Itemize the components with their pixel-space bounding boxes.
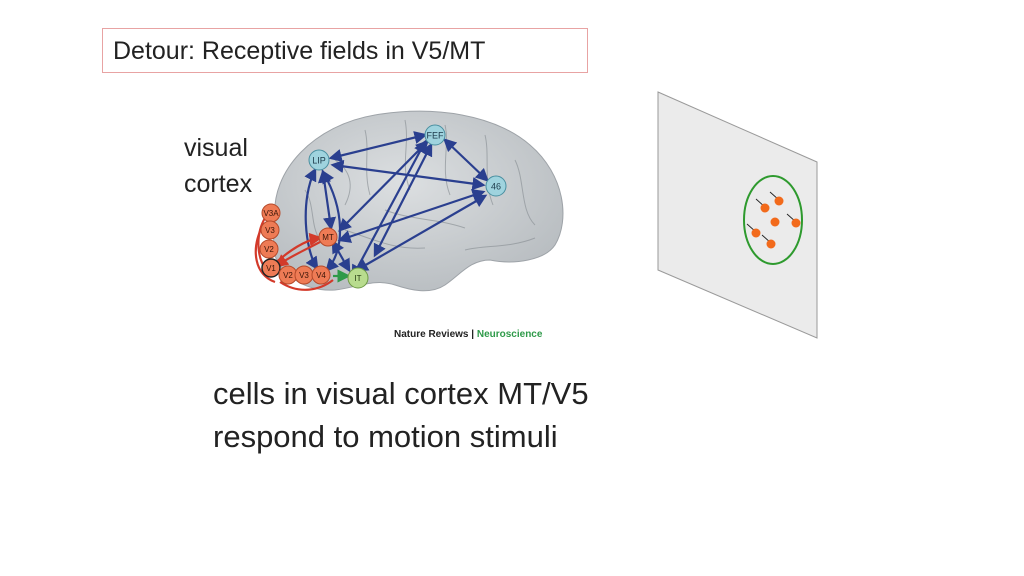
area-node-v2: [260, 240, 278, 258]
area-node-v4: [312, 266, 330, 284]
visual-cortex-label-line-2: cortex: [184, 170, 253, 198]
area-label-v4: V4: [316, 271, 326, 280]
motion-dot: [761, 204, 770, 213]
motion-dot: [752, 229, 761, 238]
motion-dot: [771, 218, 780, 227]
area-node-v3a: [262, 204, 280, 222]
slide-title: Detour: Receptive fields in V5/MT: [102, 28, 588, 73]
caption-line-1: cells in visual cortex MT/V5: [213, 376, 589, 411]
area-label-v3: V3: [265, 226, 275, 235]
area-node-v3-ventral: [295, 266, 313, 284]
motion-stimulus-display: [655, 90, 820, 340]
area-label-v1: V1: [266, 264, 276, 273]
area-label-v3a: V3A: [263, 209, 279, 218]
visual-cortex-label: [184, 130, 252, 202]
area-node-46: [486, 176, 506, 196]
area-node-v1: [262, 259, 280, 277]
stimulus-screen: [655, 90, 820, 340]
visual-cortex-label-line-1: visual: [184, 134, 248, 162]
caption-line-2: respond to motion stimuli: [213, 419, 558, 454]
area-node-v3: [261, 221, 279, 239]
brain-pathway-figure: [245, 100, 575, 350]
motion-dot: [775, 197, 784, 206]
area-node-fef: [425, 125, 445, 145]
area-label-fef: FEF: [426, 130, 444, 141]
brain-diagram: [245, 100, 575, 350]
area-label-v2-ventral: V2: [283, 271, 293, 280]
area-node-it: [348, 268, 368, 288]
motion-dot: [792, 219, 801, 228]
figure-credit: [394, 329, 542, 340]
perspective-panel: [658, 92, 817, 338]
area-node-v2-ventral: [279, 266, 297, 284]
area-label-mt: MT: [322, 233, 334, 242]
area-node-mt: [319, 228, 337, 246]
area-label-lip: LIP: [312, 155, 326, 166]
area-label-46: 46: [490, 181, 502, 192]
slide-caption: [213, 372, 589, 458]
brain-outline: [273, 111, 563, 291]
area-label-it: IT: [354, 274, 362, 283]
credit-journal: Nature Reviews: [394, 329, 469, 340]
area-label-v3-ventral: V3: [299, 271, 309, 280]
motion-dot: [767, 240, 776, 249]
credit-subject: Neuroscience: [476, 329, 543, 340]
area-label-v2: V2: [264, 245, 274, 254]
area-node-lip: [309, 150, 329, 170]
credit-separator: |: [468, 329, 477, 340]
